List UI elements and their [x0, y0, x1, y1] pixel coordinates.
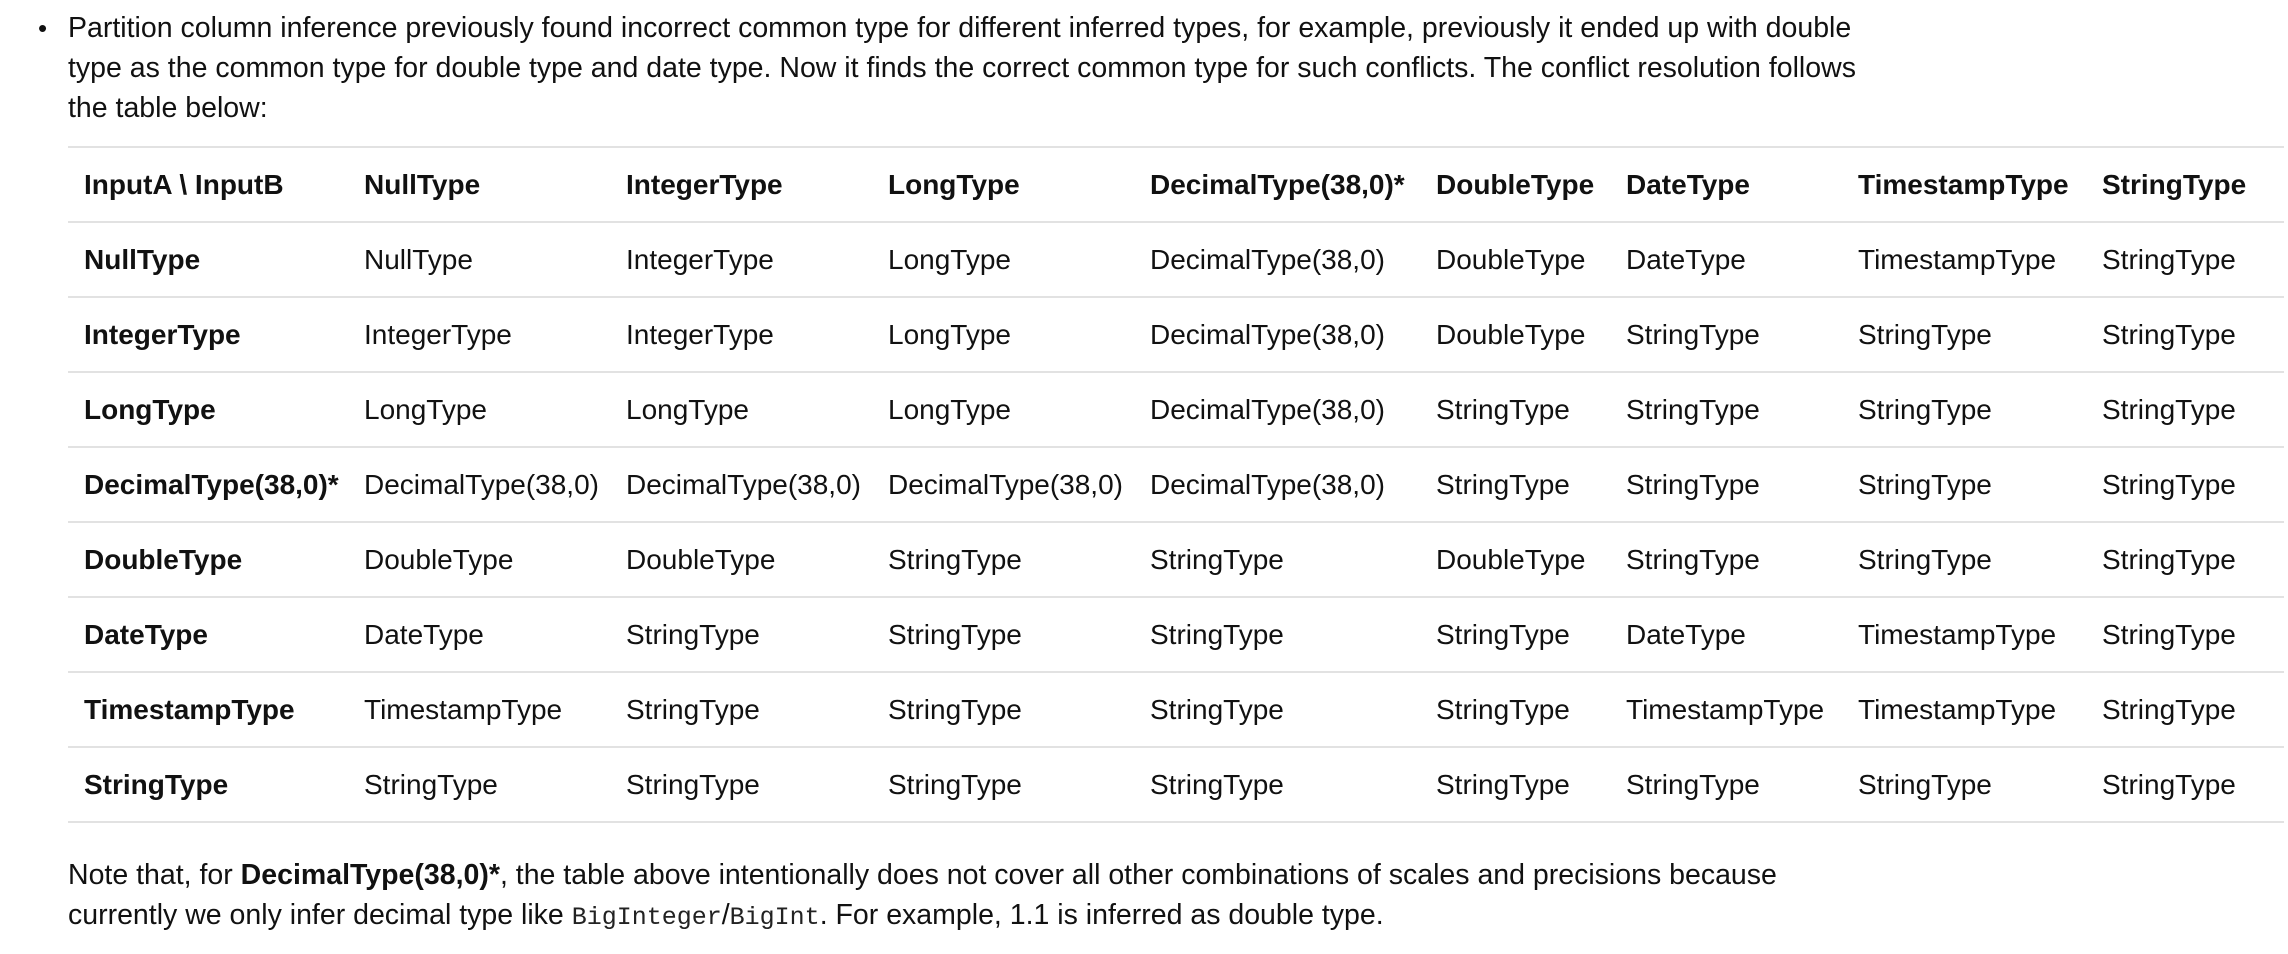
list-item: [38, 8, 1888, 128]
code-biginteger: BigInteger: [571, 903, 722, 932]
table-cell: StringType: [2086, 597, 2284, 672]
table-cell: StringType: [610, 747, 872, 822]
table-row: [68, 297, 2284, 372]
table-cell: StringType: [1610, 447, 1842, 522]
column-header: IntegerType: [610, 147, 872, 222]
table-cell: DoubleType: [1420, 522, 1610, 597]
row-header: NullType: [68, 222, 348, 297]
table-cell: LongType: [610, 372, 872, 447]
table-cell: StringType: [1420, 747, 1610, 822]
intro-paragraph: Partition column inference previously found incorrect common type for different inferred types, for example, previously it ended up with double type as the common type for double type and date type. Now it finds the correct common type for such conflicts. The conflict resolution follows the table below:: [68, 12, 1856, 124]
row-header: DateType: [68, 597, 348, 672]
table-cell: StringType: [1842, 747, 2086, 822]
table-cell: TimestampType: [1842, 597, 2086, 672]
table-cell: TimestampType: [1842, 222, 2086, 297]
table-cell: DecimalType(38,0): [610, 447, 872, 522]
table-cell: StringType: [610, 672, 872, 747]
note-suffix: . For example, 1.1 is inferred as double type.: [819, 899, 1384, 931]
note-bold-type: DecimalType(38,0)*: [240, 859, 500, 891]
table-cell: StringType: [872, 747, 1134, 822]
table-cell: DoubleType: [348, 522, 610, 597]
table-cell: DateType: [348, 597, 610, 672]
table-cell: StringType: [872, 522, 1134, 597]
bullet-icon: •: [38, 13, 48, 43]
table-cell: LongType: [348, 372, 610, 447]
table-cell: StringType: [1134, 597, 1420, 672]
table-cell: StringType: [2086, 747, 2284, 822]
table-body: [68, 222, 2284, 822]
column-header: DecimalType(38,0)*: [1134, 147, 1420, 222]
table-cell: StringType: [1420, 447, 1610, 522]
table-cell: StringType: [1134, 747, 1420, 822]
table-cell: DoubleType: [610, 522, 872, 597]
row-header: DecimalType(38,0)*: [68, 447, 348, 522]
table-cell: StringType: [2086, 222, 2284, 297]
table-cell: StringType: [872, 597, 1134, 672]
table-cell: StringType: [2086, 297, 2284, 372]
table-cell: StringType: [1420, 372, 1610, 447]
table-cell: StringType: [2086, 672, 2284, 747]
table-cell: DoubleType: [1420, 297, 1610, 372]
table-cell: DecimalType(38,0): [1134, 372, 1420, 447]
table-cell: StringType: [1610, 372, 1842, 447]
table-cell: DoubleType: [1420, 222, 1610, 297]
table-cell: StringType: [1610, 297, 1842, 372]
table-cell: IntegerType: [610, 297, 872, 372]
table-cell: StringType: [348, 747, 610, 822]
note-slash: /: [721, 899, 730, 931]
table-cell: StringType: [1610, 522, 1842, 597]
table-header-row: [68, 147, 2284, 222]
table-cell: DecimalType(38,0): [1134, 222, 1420, 297]
table-row: [68, 522, 2284, 597]
table-cell: TimestampType: [348, 672, 610, 747]
row-header: StringType: [68, 747, 348, 822]
table-cell: DecimalType(38,0): [872, 447, 1134, 522]
table-row: [68, 747, 2284, 822]
table-cell: TimestampType: [1842, 672, 2086, 747]
row-header: LongType: [68, 372, 348, 447]
table-cell: DecimalType(38,0): [348, 447, 610, 522]
footnote-paragraph: [68, 855, 1888, 938]
conflict-table-container: [68, 146, 2284, 823]
table-row: [68, 372, 2284, 447]
table-cell: StringType: [1842, 372, 2086, 447]
table-cell: StringType: [1842, 522, 2086, 597]
code-bigint: BigInt: [729, 903, 820, 932]
table-cell: StringType: [610, 597, 872, 672]
table-cell: TimestampType: [1610, 672, 1842, 747]
table-corner-header: InputA \ InputB: [68, 147, 348, 222]
table-cell: DateType: [1610, 222, 1842, 297]
conflict-resolution-table: [68, 146, 2284, 823]
table-row: [68, 222, 2284, 297]
table-cell: NullType: [348, 222, 610, 297]
table-cell: LongType: [872, 297, 1134, 372]
table-cell: StringType: [1134, 522, 1420, 597]
table-cell: StringType: [2086, 447, 2284, 522]
table-row: [68, 597, 2284, 672]
table-cell: DecimalType(38,0): [1134, 447, 1420, 522]
table-cell: StringType: [2086, 372, 2284, 447]
table-cell: StringType: [872, 672, 1134, 747]
table-cell: StringType: [1134, 672, 1420, 747]
table-row: [68, 447, 2284, 522]
column-header: NullType: [348, 147, 610, 222]
table-cell: DateType: [1610, 597, 1842, 672]
table-cell: StringType: [1842, 297, 2086, 372]
note-middle: , the table above intentionally does not cover all other combinations of scales and precisions because currently we only infer decimal type like: [68, 859, 1777, 931]
column-header: TimestampType: [1842, 147, 2086, 222]
table-cell: LongType: [872, 222, 1134, 297]
table-cell: DecimalType(38,0): [1134, 297, 1420, 372]
note-prefix: Note that, for: [68, 859, 241, 891]
table-row: [68, 672, 2284, 747]
column-header: DoubleType: [1420, 147, 1610, 222]
table-cell: StringType: [2086, 522, 2284, 597]
table-cell: StringType: [1610, 747, 1842, 822]
column-header: StringType: [2086, 147, 2284, 222]
column-header: LongType: [872, 147, 1134, 222]
row-header: DoubleType: [68, 522, 348, 597]
table-cell: LongType: [872, 372, 1134, 447]
column-header: DateType: [1610, 147, 1842, 222]
row-header: IntegerType: [68, 297, 348, 372]
table-cell: IntegerType: [348, 297, 610, 372]
row-header: TimestampType: [68, 672, 348, 747]
table-cell: StringType: [1842, 447, 2086, 522]
table-cell: StringType: [1420, 597, 1610, 672]
table-cell: IntegerType: [610, 222, 872, 297]
table-cell: StringType: [1420, 672, 1610, 747]
